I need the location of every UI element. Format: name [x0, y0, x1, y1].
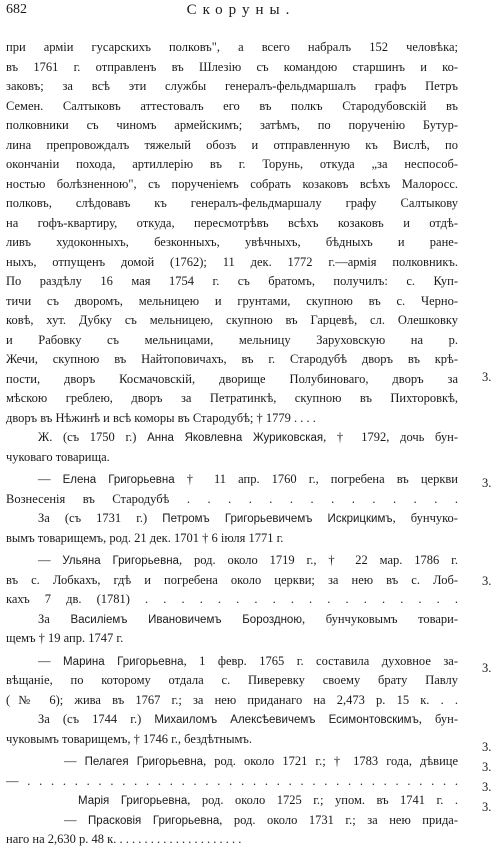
text-line: Жечи, скупною въ Найтоповичахъ, въ г. Стародубѣ дворъ въ крѣ-: [6, 352, 458, 366]
text-body: [6, 38, 458, 850]
margin-mark: 3.: [482, 661, 492, 675]
ulyana-husband-cont: щемъ † 19 апр. 1747 г.: [6, 631, 124, 645]
entry-elena-cont: Вознесенія въ Стародубѣ . . . . . . . . . . . . . .: [6, 491, 458, 506]
wife-entry: Ж. (съ 1750 г.) Анна Яковлевна Журиковская, † 1792, дочь бун-: [38, 430, 458, 444]
text-line: въ 1761 г. отправленъ въ Шлезію съ командою старшинъ и ко-: [6, 59, 458, 74]
text-line: при арміи гусарскихъ полковъ", а всего набралъ 152 человѣка;: [6, 40, 458, 54]
wife-entry-cont: чуковаго товарища.: [6, 449, 110, 464]
text-line: окончаніи похода, артиллерію въ г. Торунь, откуда „за неспособ-: [6, 157, 458, 171]
main-paragraph: [6, 38, 458, 428]
text-line: полковники съ чиномъ армейскимъ; затѣмъ, по порученію Бутур-: [6, 118, 458, 132]
text-line: на гофъ-квартиру, откуда, пересмотрѣвъ всѣхъ козаковъ и отдѣ-: [6, 215, 458, 230]
elena-husband-cont: вымъ товарищемъ, род. 21 дек. 1701 † 6 іюля 1771 г.: [6, 530, 284, 545]
entry-praskoviya: — Прасковія Григорьевна, род. около 1731 г.; за нею прида-: [64, 812, 458, 827]
margin-mark: 3.: [482, 740, 492, 754]
text-line: Семен. Салтыковъ аттестовалъ его въ полкъ Стародубовскій въ: [6, 98, 458, 113]
entry-mariya: Марія Григорьевна, род. около 1725 г.; упом. въ 1741 г. .: [78, 793, 458, 807]
marina-husband-cont: чуковымъ товарищемъ, † 1746 г., бездѣтнымъ.: [6, 731, 252, 746]
text-line: ливъ худоконныхъ, безконныхъ, увѣчныхъ, бѣдныхъ и ране-: [6, 235, 458, 249]
entry-ulyana-cont2: кахъ 7 дв. (1781) . . . . . . . . . . . . . . . . . .: [6, 592, 458, 606]
text-line: заковъ; за всѣ эти службы генералъ-фельдмаршалъ графъ Петръ: [6, 79, 458, 93]
text-line: ностью болѣзненною", съ порученіемъ собрать козаковъ всѣхъ Малоросс.: [6, 176, 458, 191]
entry-pelageya: — Пелагея Григорьевна, род. около 1721 г.; † 1783 года, дѣвице: [64, 754, 458, 768]
entry-ulyana-cont: въ с. Лобкахъ, гдѣ и погребена около церкви; за нею въ с. Лоб-: [6, 572, 458, 587]
margin-mark: 3.: [482, 370, 492, 384]
entry-marina: — Марина Григорьевна, 1 февр. 1765 г. составила духовное за-: [38, 653, 458, 668]
marina-husband: За (съ 1744 г.) Михаиломъ Алексѣевичемъ Есимонтовскимъ, бун-: [38, 712, 458, 726]
ulyana-husband: За Василіемъ Ивановичемъ Бороздною, бунчуковымъ товари-: [38, 611, 458, 626]
margin-mark: 3.: [482, 760, 492, 774]
text-line: полковъ, слѣдовавъ къ генералъ-фельдмаршалу графу Салтыкову: [6, 196, 458, 210]
entry-elena: — Елена Григорьевна † 11 апр. 1760 г., погребена въ церкви: [38, 472, 458, 486]
elena-husband: За (съ 1731 г.) Петромъ Григорьевичемъ Искрицкимъ, бунчуко-: [38, 511, 458, 525]
text-line: лина препровождалъ тяжелый обозъ и отправленную къ Вислѣ, по: [6, 137, 458, 152]
running-title: Скоруны.: [186, 2, 296, 18]
margin-mark: 3.: [482, 574, 492, 588]
text-line: пости, дворъ Космачовскій, дворище Полубиноваго, дворъ за: [6, 371, 458, 386]
text-line: По раздѣлу 16 мая 1754 г. съ братомъ, получилъ: с. Куп-: [6, 274, 458, 288]
text-line: дворъ въ Нѣжинѣ и всѣ комоpы въ Стародубѣ; † 1779 . . . .: [6, 410, 316, 425]
text-line: тичи съ дворомъ, мельницею и грунтами, скупною въ с. Черно-: [6, 293, 458, 308]
margin-mark: 3.: [482, 780, 492, 794]
text-line: ныхъ, отпущенъ домой (1762); 11 дек. 1772 г.—армія полковникъ.: [6, 254, 458, 269]
entry-marina-cont: вѣщаніе, по которому отдала с. Пиверевку своему брату Павлу: [6, 673, 458, 687]
text-line: ковѣ, хут. Дубку съ мельницею, скупною въ Гарцевѣ, сл. Олешковку: [6, 313, 458, 327]
entry-ulyana: — Ульяна Григорьевна, род. около 1719 г., † 22 мар. 1786 г.: [38, 553, 458, 567]
page-header: [6, 2, 476, 26]
entry-pelageya-cont: — . . . . . . . . . . . . . . . . . . . . . . . . . . . . . . . . . . . . .: [6, 773, 458, 788]
page-number: 682: [6, 2, 27, 17]
text-line: мѣскою греблею, дворъ за Петратинкѣ, скупною въ Пихторовкѣ,: [6, 391, 458, 405]
entry-praskoviya-cont: наго на 2,630 р. 48 к. . . . . . . . . . . . . . . . . . . . .: [6, 832, 242, 846]
text-line: и Рабовку съ мельницами, мельницу Заруховскую на р.: [6, 332, 458, 347]
margin-mark: 3.: [482, 800, 492, 814]
margin-mark: 3.: [482, 476, 492, 490]
entry-marina-cont2: (№ 6); жива въ 1767 г.; за нею приданаго на 2,473 р. 15 к. . .: [6, 692, 458, 707]
